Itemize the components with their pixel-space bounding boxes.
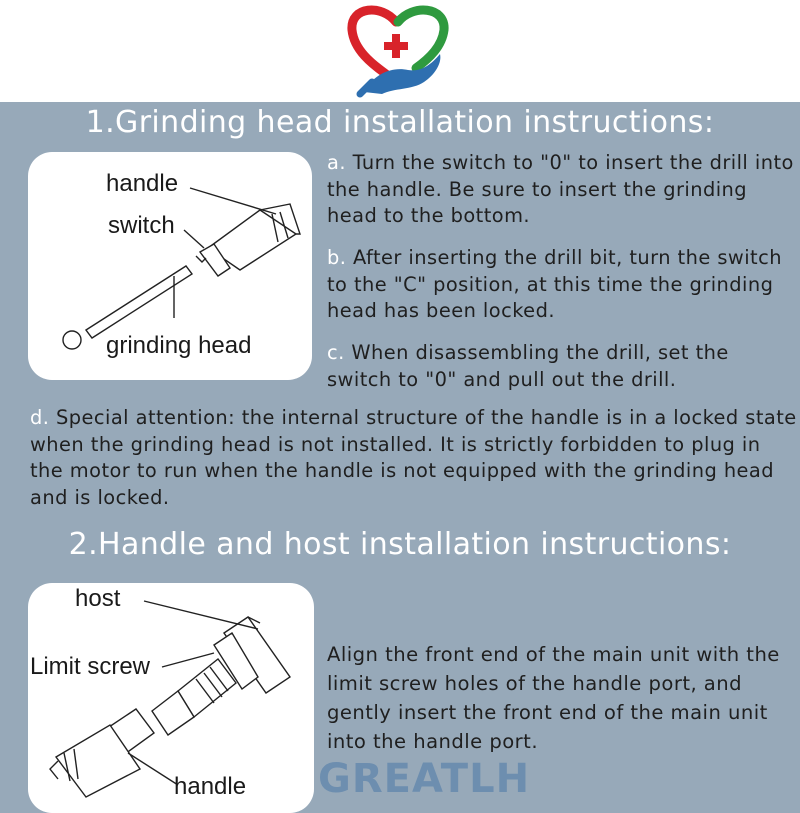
- label-host: host: [75, 585, 121, 612]
- label-limit-screw: Limit screw: [30, 653, 151, 680]
- step-b-text: After inserting the drill bit, turn the switch to the "C" position, at this time the grinding head has been locked.: [327, 246, 782, 322]
- section2-instructions: Align the front end of the main unit with the limit screw holes of the handle port, and gently insert the front end of the main unit into the handle port.: [327, 643, 780, 753]
- label-switch: switch: [108, 212, 175, 239]
- step-c: [327, 340, 799, 393]
- label-handle: handle: [106, 170, 179, 197]
- step-d-marker: d.: [30, 406, 50, 429]
- label-grinding-head: grinding head: [106, 332, 252, 359]
- grinding-head-illustration: [28, 152, 312, 380]
- step-b-marker: b.: [327, 246, 347, 269]
- step-d-warning: [30, 405, 800, 511]
- step-b: [327, 245, 799, 325]
- brand-watermark: GREATLH: [318, 756, 531, 802]
- host-handle-drawing-icon: [28, 583, 314, 813]
- step-a-marker: a.: [327, 151, 346, 174]
- step-c-text: When disassembling the drill, set the switch to "0" and pull out the drill.: [327, 341, 729, 391]
- step-d-text: Special attention: the internal structure of the handle is in a locked state when the grinding head is not installed. It is strictly forbidden to plug in the motor to run when the handle is not equipped with the grinding head and is locked.: [30, 406, 797, 509]
- step-c-marker: c.: [327, 341, 345, 364]
- medical-heart-hand-logo-icon: [342, 2, 458, 98]
- header-banner: [0, 0, 800, 102]
- step-a: [327, 150, 799, 230]
- section2-title: 2.Handle and host installation instructions:: [68, 527, 732, 562]
- step-a-text: Turn the switch to "0" to insert the drill into the handle. Be sure to insert the grinding head to the bottom.: [327, 151, 794, 227]
- label-handle-2: handle: [174, 773, 247, 800]
- section1-title: 1.Grinding head installation instructions:: [85, 105, 715, 140]
- handle-host-illustration: [28, 583, 314, 813]
